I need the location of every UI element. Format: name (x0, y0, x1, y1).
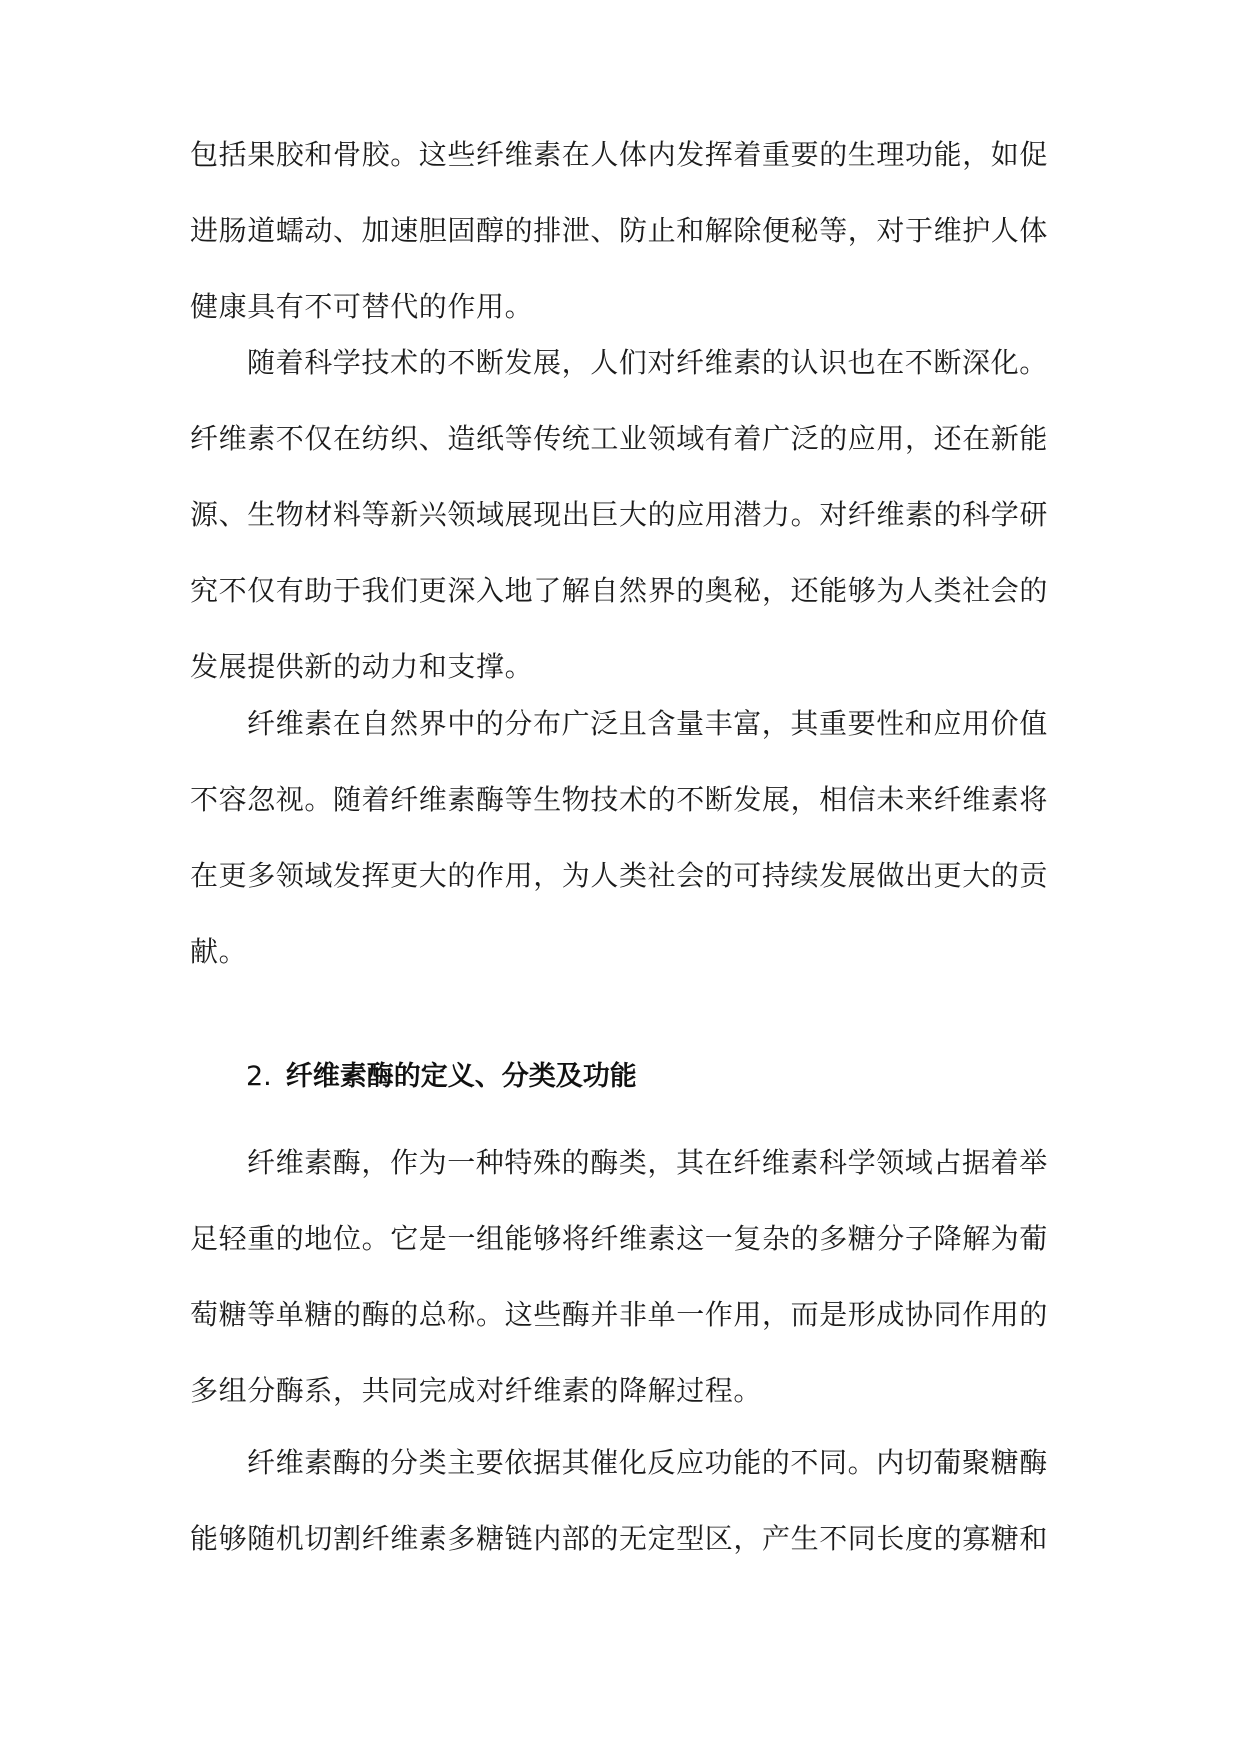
paragraph-2 (190, 325, 1052, 705)
paragraph-line: 健康具有不可替代的作用。 (190, 290, 534, 323)
paragraph-line: 献。 (190, 935, 248, 968)
paragraph-3 (190, 686, 1052, 990)
paragraph-5 (190, 1425, 1052, 1577)
paragraph-line: 纤维素不仅在纺织、造纸等传统工业领域有着广泛的应用，还在新能 (190, 422, 1049, 455)
paragraph-line: 源、生物材料等新兴领域展现出巨大的应用潜力。对纤维素的科学研 (190, 498, 1049, 531)
section-title: 纤维素酶的定义、分类及功能 (285, 1061, 637, 1092)
paragraph-line: 能够随机切割纤维素多糖链内部的无定型区，产生不同长度的寡糖和 (190, 1522, 1049, 1555)
paragraph-line: 在更多领域发挥更大的作用，为人类社会的可持续发展做出更大的贡 (190, 859, 1049, 892)
paragraph-line: 不容忽视。随着纤维素酶等生物技术的不断发展，相信未来纤维素将 (190, 783, 1049, 816)
paragraph-line: 进肠道蠕动、加速胆固醇的排泄、防止和解除便秘等，对于维护人体 (190, 214, 1049, 247)
paragraph-line: 纤维素酶，作为一种特殊的酶类，其在纤维素科学领域占据着举 (247, 1146, 1048, 1179)
section-number: 2. (246, 1061, 272, 1092)
paragraph-line: 究不仅有助于我们更深入地了解自然界的奥秘，还能够为人类社会的 (190, 574, 1049, 607)
section-heading (246, 1039, 637, 1115)
paragraph-line: 纤维素酶的分类主要依据其催化反应功能的不同。内切葡聚糖酶 (247, 1446, 1048, 1479)
paragraph-4 (190, 1125, 1052, 1429)
paragraph-line: 包括果胶和骨胶。这些纤维素在人体内发挥着重要的生理功能，如促 (190, 138, 1049, 171)
paragraph-line: 纤维素在自然界中的分布广泛且含量丰富，其重要性和应用价值 (247, 707, 1048, 740)
paragraph-line: 萄糖等单糖的酶的总称。这些酶并非单一作用，而是形成协同作用的 (190, 1298, 1049, 1331)
paragraph-line: 足轻重的地位。它是一组能够将纤维素这一复杂的多糖分子降解为葡 (190, 1222, 1049, 1255)
paragraph-line: 随着科学技术的不断发展，人们对纤维素的认识也在不断深化。 (247, 346, 1048, 379)
paragraph-line: 多组分酶系，共同完成对纤维素的降解过程。 (190, 1374, 763, 1407)
paragraph-1 (190, 117, 1052, 345)
paragraph-line: 发展提供新的动力和支撑。 (190, 650, 534, 683)
